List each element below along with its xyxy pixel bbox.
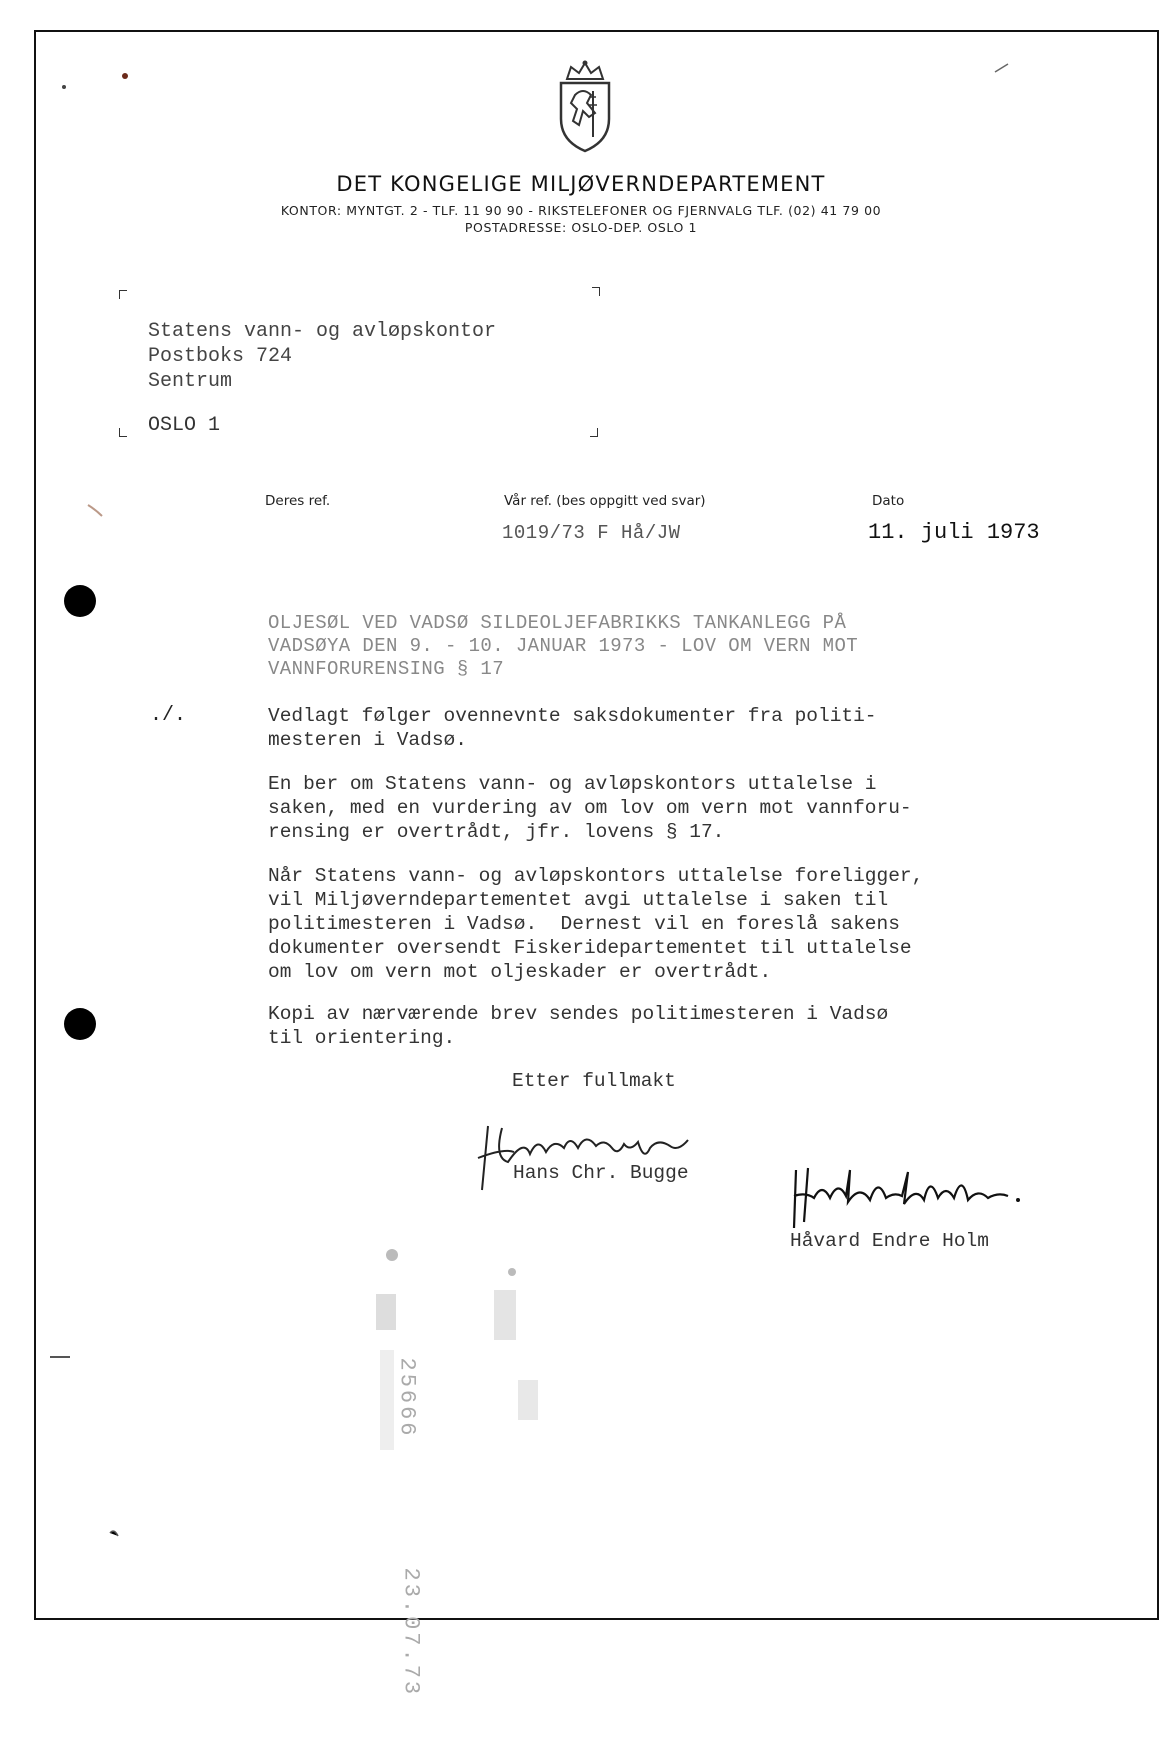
closing-phrase: Etter fullmakt xyxy=(512,1070,676,1092)
receipt-stamp-secondary xyxy=(488,1260,558,1430)
body-line: politimesteren i Vadsø. Dernest vil en foreslå sakens xyxy=(268,913,900,935)
body-line: om lov om vern mot oljeskader er overtrådt. xyxy=(268,961,772,983)
department-contact-line: KONTOR: MYNTGT. 2 - TLF. 11 90 90 - RIKSTELEFONER OG FJERNVALG TLF. (02) 41 79 00 xyxy=(280,203,882,218)
signer-name-second: Håvard Endre Holm xyxy=(790,1230,989,1252)
department-postal-line: POSTADRESSE: OSLO-DEP. OSLO 1 xyxy=(464,220,698,235)
date-label: Dato xyxy=(872,493,905,509)
address-corner-mark xyxy=(590,428,598,437)
signer-name-first: Hans Chr. Bugge xyxy=(513,1162,689,1184)
body-line: dokumenter oversendt Fiskeridepartementet til uttalelse xyxy=(268,937,912,959)
recipient-postbox: Postboks 724 xyxy=(148,345,293,368)
body-line: rensing er overtrådt, jfr. lovens § 17. xyxy=(268,821,725,843)
body-line: Når Statens vann- og avløpskontors uttalelse foreligger, xyxy=(268,865,924,887)
address-corner-mark xyxy=(119,428,127,437)
deres-ref-label: Deres ref. xyxy=(265,493,331,509)
body-line: Kopi av nærværende brev sendes politimesteren i Vadsø xyxy=(268,1003,889,1025)
receipt-stamp xyxy=(372,1290,432,1698)
body-line: vil Miljøverndepartementet avgi uttalelse i saken til xyxy=(268,889,889,911)
recipient-city: OSLO 1 xyxy=(148,414,221,437)
department-title: DET KONGELIGE MILJØVERNDEPARTEMENT xyxy=(336,172,826,196)
var-ref-value: 1019/73 F Hå/JW xyxy=(502,522,681,544)
handwritten-signature xyxy=(790,1162,1030,1232)
subject-heading xyxy=(268,612,988,681)
body-line: mesteren i Vadsø. xyxy=(268,729,467,751)
body-paragraph-2 xyxy=(268,772,1048,844)
body-paragraph-4 xyxy=(268,1002,1048,1050)
var-ref-label: Vår ref. (bes oppgitt ved svar) xyxy=(504,493,706,509)
subject-line: OLJESØL VED VADSØ SILDEOLJEFABRIKKS TANKANLEGG PÅ xyxy=(268,612,847,634)
address-corner-mark xyxy=(119,290,127,299)
stamp-date: 23.07.73 xyxy=(398,1567,424,1698)
stamp-number: 25666 xyxy=(394,1357,420,1439)
coat-of-arms-crest xyxy=(553,57,617,153)
recipient-name: Statens vann- og avløpskontor xyxy=(148,320,497,343)
body-line: til orientering. xyxy=(268,1027,456,1049)
punch-hole xyxy=(64,585,96,617)
enclosure-mark: ./. xyxy=(150,704,187,727)
subject-line: VANNFORURENSING § 17 xyxy=(268,658,505,680)
address-corner-mark xyxy=(592,287,600,296)
subject-line: VADSØYA DEN 9. - 10. JANUAR 1973 - LOV OM VERN MOT xyxy=(268,635,859,657)
recipient-area: Sentrum xyxy=(148,370,233,393)
handwritten-signature xyxy=(474,1118,724,1198)
body-line: En ber om Statens vann- og avløpskontors uttalelse i xyxy=(268,773,877,795)
body-line: Vedlagt følger ovennevnte saksdokumenter fra politi- xyxy=(268,705,877,727)
body-paragraph-1 xyxy=(268,704,1048,752)
date-value: 11. juli 1973 xyxy=(868,520,1040,545)
body-line: saken, med en vurdering av om lov om vern mot vannforu- xyxy=(268,797,912,819)
body-paragraph-3 xyxy=(268,864,1048,984)
punch-hole xyxy=(64,1008,96,1040)
